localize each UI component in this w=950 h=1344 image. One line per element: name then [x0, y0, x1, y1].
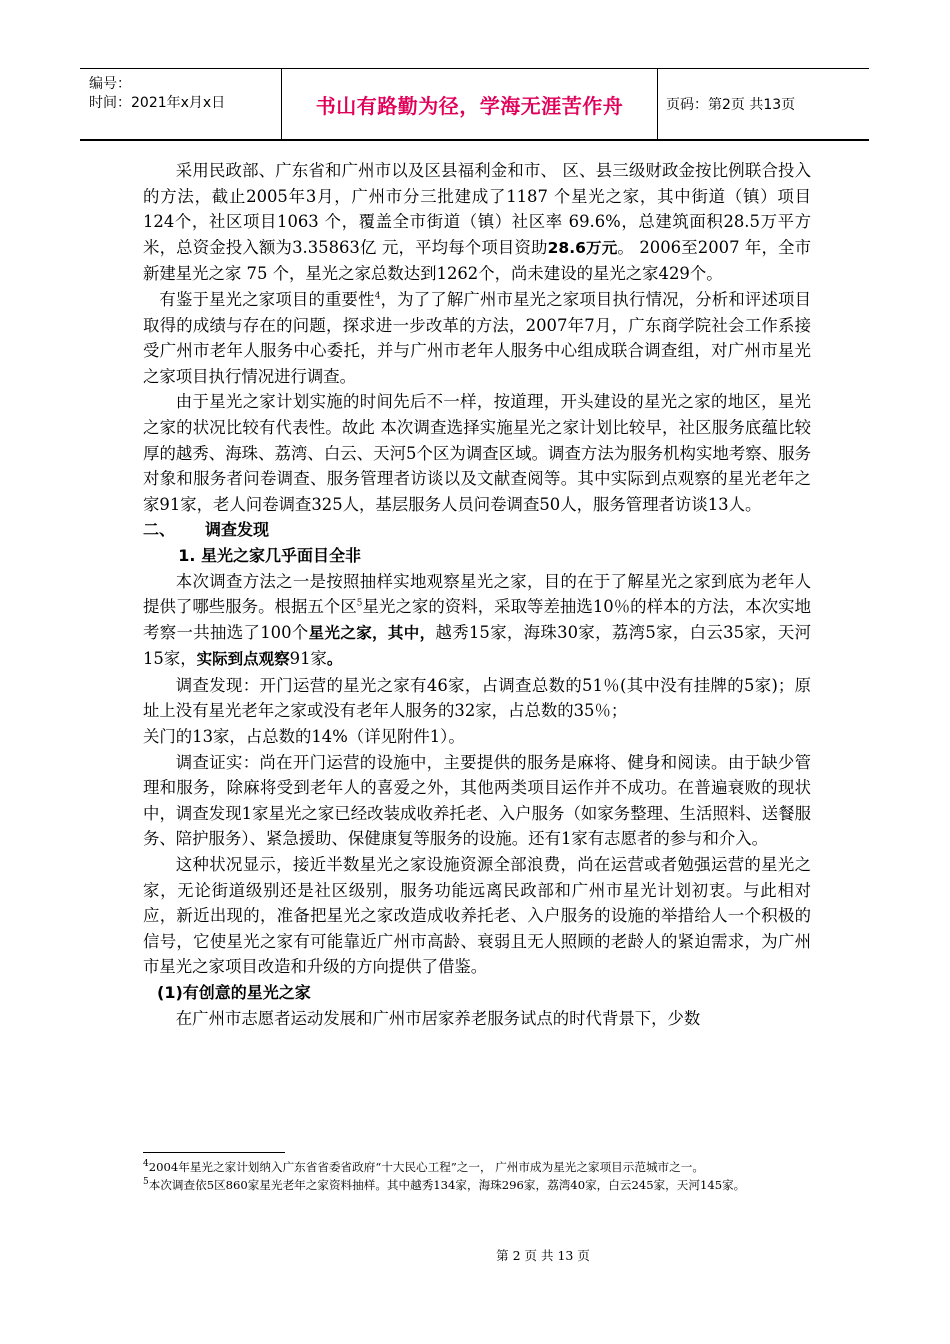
paragraph-text: 星光之家的资料，采取等差抽选10％的样本的方法，本次实地考察一共抽选了100个	[143, 597, 812, 642]
header-meta	[80, 69, 282, 139]
paragraph-services: 调查证实：尚在开门运营的设施中，主要提供的服务是麻将、健身和阅读。由于缺少管理和服务，除麻将受到老年人的喜爱之外，其他两类项目运作并不成功。在普遍衰败的现状中，调查发现1家星光之家已经改装成收养托老、入户服务（如家务整理、生活照料、送餐服务、陪护服务）、紧急援助、保健康复等服务的设施。还有1家有志愿者的参与和介入。	[143, 752, 811, 849]
paragraph-findings: 调查发现：开门运营的星光之家有46家，占调查总数的51％(其中没有挂牌的5家)；原址上没有星光老年之家或没有老年人服务的32家，占总数的35％；	[143, 675, 811, 721]
footnote-number: 5	[143, 1176, 149, 1187]
time-label: 时间：2021年x月x日	[89, 95, 226, 111]
page-header	[80, 68, 869, 141]
paragraph-text: 。 2006至2007 年，全市新建星光之家 75 个，星光之家总数达到1262个，尚未建设的星光之家429个。	[143, 237, 811, 284]
paragraph-context: 在广州市志愿者运动发展和广州市居家养老服务试点的时代背景下，少数	[175, 1008, 701, 1028]
footnote-ref: 4	[374, 291, 381, 302]
paragraph-text: 本次调查方法之一是按照抽样实地观察星光之家，目的在于了解星光之家到底为老年人提供了哪些服务。根据五个区	[143, 571, 811, 617]
document-body	[143, 158, 811, 1031]
bold-text: 星光之家，其中，	[308, 623, 436, 642]
header-motto: 书山有路勤为径，学海无涯苦作舟	[282, 69, 658, 139]
paragraph-analysis: 这种状况显示，接近半数星光之家设施资源全部浪费，尚在运营或者勉强运营的星光之家，无论街道级别还是社区级别，服务功能远离民政部和广州市星光计划初衷。与此相对应，新近出现的，准备把星光之家改造成收养托老、入户服务的设施的举措给人一个积极的信号，它使星光之家有可能靠近广州市高龄、衰弱且无人照顾的老龄人的紧迫需求，为广州市星光之家项目改造和升级的方向提供了借鉴。	[143, 855, 811, 977]
footnote-ref: 5	[356, 598, 363, 609]
section-heading	[143, 517, 811, 543]
paragraph-closed: 关门的13家，占总数的14%（详见附件1）。	[143, 727, 465, 747]
number-label: 编号：	[89, 76, 131, 92]
paragraph-sampling	[143, 569, 811, 673]
footnote-text: 本次调查依5区860家星光老年之家资料抽样。其中越秀134家，海珠296家，荔湾40家，白云245家，天河145家。	[148, 1177, 746, 1192]
paragraph-text: ，为了了解广州市星光之家项目执行情况，分析和评述项目取得的成绩与存在的问题，探求进一步改革的方法，2007年7月，广东商学院社会工作系接受广州市老年人服务中心委托，并与广州市老年人服务中心组成联合调查组，对广州市星光之家项目执行情况进行调查。	[143, 289, 812, 386]
bold-text: 。	[326, 650, 343, 669]
header-page-info: 页码：第2页 共13页	[666, 97, 796, 113]
subsection-heading: 1. 星光之家几乎面目全非	[178, 545, 361, 565]
paragraph-text: 越秀15家，海珠30家，荔湾5家，白云35家，天河15家，	[143, 622, 811, 669]
paragraph-text: 采用民政部、广东省和广州市以及区县福利金和市、 区、县三级财政金按比例联合投入的方法，截止2005年3月，广州市分三批建成了1187 个星光之家，其中街道（镇）项目124个，社区项目1063 个，覆盖全市街道（镇）社区率 69.6%，总建筑面积28.5万平方米，总资金投入额为3.35863亿 元，平均每个项目资助	[143, 161, 811, 257]
bold-text: 实际到点观察	[196, 650, 290, 669]
bold-amount: 28.6万元	[547, 238, 618, 257]
section-number: 二、	[143, 520, 176, 540]
footnote-5	[143, 1178, 811, 1194]
footnote-divider	[143, 1152, 285, 1153]
footnote-number: 4	[143, 1159, 149, 1170]
paragraph-funding	[143, 158, 811, 287]
page-footer: 第 2 页 共 13 页	[496, 1248, 590, 1263]
footnotes	[143, 1160, 811, 1195]
paragraph-text: 有鉴于星光之家项目的重要性	[159, 289, 375, 309]
section-title: 调查发现	[205, 520, 270, 540]
paragraph-purpose	[143, 287, 811, 389]
subsection-heading-creative: (1)有创意的星光之家	[157, 983, 311, 1002]
footnote-text: 2004年星光之家计划纳入广东省省委省政府“十大民心工程”之一， 广州市成为星光之家项目示范城市之一。	[148, 1160, 704, 1174]
paragraph-method: 由于星光之家计划实施的时间先后不一样，按道理，开头建设的星光之家的地区，星光之家的状况比较有代表性。故此 本次调查选择实施星光之家计划比较早，社区服务底蕴比较厚的越秀、海珠、荔湾、白云、天河5个区为调查区域。调查方法为服务机构实地考察、服务对象和服务者问卷调查、服务管理者访谈以及文献查阅等。其中实际到点观察的星光老年之家91家，老人问卷调查325人，基层服务人员问卷调查50人，服务管理者访谈13人。	[143, 392, 811, 514]
paragraph-text: 91家	[289, 649, 327, 669]
footnote-4	[143, 1160, 811, 1176]
